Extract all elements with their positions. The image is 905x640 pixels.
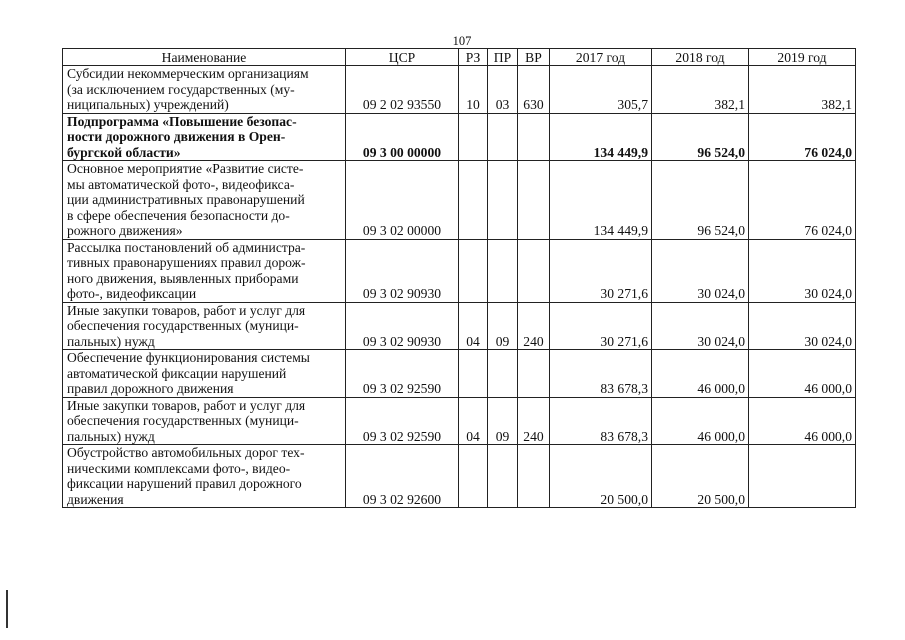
cell-pr xyxy=(488,350,518,398)
cell-y2017: 83 678,3 xyxy=(550,397,652,445)
margin-mark xyxy=(6,590,8,628)
cell-vr: 240 xyxy=(518,302,550,350)
cell-name: Иные закупки товаров, работ и услуг для обеспечения государственных (муници- пальных) нужд xyxy=(63,397,346,445)
cell-y2019: 76 024,0 xyxy=(749,113,856,161)
cell-pr xyxy=(488,239,518,302)
cell-vr xyxy=(518,161,550,240)
cell-name: Рассылка постановлений об администра- тивных правонарушениях правил дорож- ного движения, выявленных приборами фото-, видеофиксации xyxy=(63,239,346,302)
cell-y2017: 30 271,6 xyxy=(550,239,652,302)
cell-pr xyxy=(488,161,518,240)
cell-name: Обустройство автомобильных дорог тех- ническими комплексами фото-, видео- фиксации нарушений правил дорожного движения xyxy=(63,445,346,508)
cell-name: Иные закупки товаров, работ и услуг для обеспечения государственных (муници- пальных) нужд xyxy=(63,302,346,350)
cell-y2019: 76 024,0 xyxy=(749,161,856,240)
cell-vr xyxy=(518,239,550,302)
budget-table xyxy=(62,48,856,508)
cell-y2018: 30 024,0 xyxy=(652,239,749,302)
cell-pr: 09 xyxy=(488,397,518,445)
cell-y2018: 46 000,0 xyxy=(652,397,749,445)
cell-y2019: 46 000,0 xyxy=(749,397,856,445)
cell-y2017: 134 449,9 xyxy=(550,161,652,240)
header-2019: 2019 год xyxy=(749,49,856,66)
header-2017: 2017 год xyxy=(550,49,652,66)
cell-rz xyxy=(459,239,488,302)
cell-y2017: 305,7 xyxy=(550,66,652,114)
cell-y2018: 382,1 xyxy=(652,66,749,114)
cell-vr xyxy=(518,350,550,398)
header-row xyxy=(63,49,856,66)
table-row xyxy=(63,239,856,302)
cell-rz: 04 xyxy=(459,397,488,445)
cell-rz xyxy=(459,161,488,240)
cell-y2018: 20 500,0 xyxy=(652,445,749,508)
table-row xyxy=(63,302,856,350)
cell-rz xyxy=(459,445,488,508)
table-row xyxy=(63,350,856,398)
cell-y2019: 382,1 xyxy=(749,66,856,114)
cell-rz: 10 xyxy=(459,66,488,114)
cell-name: Субсидии некоммерческим организациям (за исключением государственных (му- ниципальных) учреждений) xyxy=(63,66,346,114)
cell-name: Обеспечение функционирования системы автоматической фиксации нарушений правил дорожного движения xyxy=(63,350,346,398)
cell-y2017: 83 678,3 xyxy=(550,350,652,398)
cell-vr: 240 xyxy=(518,397,550,445)
cell-rz xyxy=(459,113,488,161)
page-number: 107 xyxy=(452,34,472,48)
header-pr: ПР xyxy=(488,49,518,66)
cell-y2019: 30 024,0 xyxy=(749,302,856,350)
cell-y2019: 46 000,0 xyxy=(749,350,856,398)
cell-csr: 09 3 02 00000 xyxy=(346,161,459,240)
cell-csr: 09 3 02 90930 xyxy=(346,239,459,302)
table-row xyxy=(63,161,856,240)
cell-pr: 09 xyxy=(488,302,518,350)
header-name: Наименование xyxy=(63,49,346,66)
cell-y2017: 20 500,0 xyxy=(550,445,652,508)
cell-y2018: 96 524,0 xyxy=(652,161,749,240)
cell-y2019: 30 024,0 xyxy=(749,239,856,302)
header-vr: ВР xyxy=(518,49,550,66)
cell-csr: 09 3 02 92590 xyxy=(346,397,459,445)
cell-vr: 630 xyxy=(518,66,550,114)
cell-y2018: 30 024,0 xyxy=(652,302,749,350)
cell-name: Основное мероприятие «Развитие систе- мы автоматической фото-, видеофикса- ции административных правонарушений в сфере обеспечения безопасности до- рожного движения» xyxy=(63,161,346,240)
cell-rz: 04 xyxy=(459,302,488,350)
cell-y2017: 134 449,9 xyxy=(550,113,652,161)
cell-y2018: 46 000,0 xyxy=(652,350,749,398)
table-row xyxy=(63,66,856,114)
cell-pr xyxy=(488,445,518,508)
cell-vr xyxy=(518,445,550,508)
header-2018: 2018 год xyxy=(652,49,749,66)
cell-y2019 xyxy=(749,445,856,508)
cell-name: Подпрограмма «Повышение безопас- ности дорожного движения в Орен- бургской области» xyxy=(63,113,346,161)
cell-vr xyxy=(518,113,550,161)
cell-y2018: 96 524,0 xyxy=(652,113,749,161)
header-csr: ЦСР xyxy=(346,49,459,66)
cell-pr: 03 xyxy=(488,66,518,114)
header-rz: РЗ xyxy=(459,49,488,66)
cell-y2017: 30 271,6 xyxy=(550,302,652,350)
cell-csr: 09 3 02 92600 xyxy=(346,445,459,508)
cell-csr: 09 3 02 90930 xyxy=(346,302,459,350)
cell-csr: 09 2 02 93550 xyxy=(346,66,459,114)
cell-csr: 09 3 00 00000 xyxy=(346,113,459,161)
table-row xyxy=(63,445,856,508)
table-row xyxy=(63,397,856,445)
cell-csr: 09 3 02 92590 xyxy=(346,350,459,398)
table-row xyxy=(63,113,856,161)
cell-pr xyxy=(488,113,518,161)
cell-rz xyxy=(459,350,488,398)
